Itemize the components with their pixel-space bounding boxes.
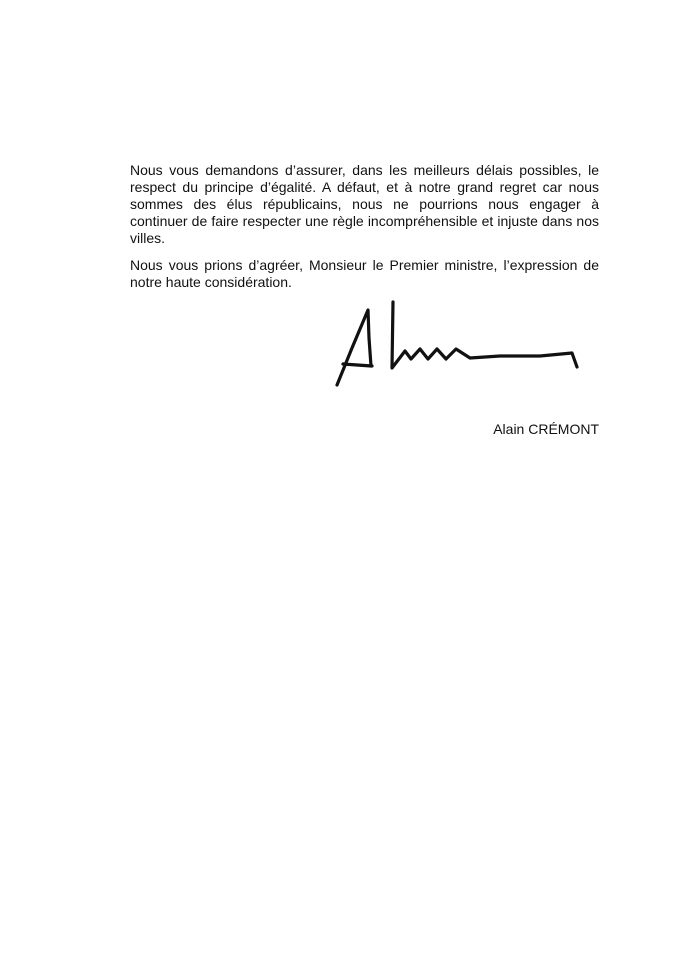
letter-body bbox=[130, 162, 599, 438]
signatory-name: Alain CRÉMONT bbox=[493, 421, 599, 437]
signature-area bbox=[130, 301, 599, 421]
salutation-paragraph: Nous vous prions d’agréer, Monsieur le Premier ministre, l’expression de notre haute considération. bbox=[130, 257, 599, 290]
closing-request-paragraph: Nous vous demandons d’assurer, dans les meilleurs délais possibles, le respect du principe d’égalité. A défaut, et à notre grand regret car nous sommes des élus républicains, nous ne pourrions nous engager à continuer de faire respecter une règle incompréhensible et injuste dans nos villes. bbox=[130, 162, 599, 246]
handwritten-signature bbox=[0, 18, 678, 438]
